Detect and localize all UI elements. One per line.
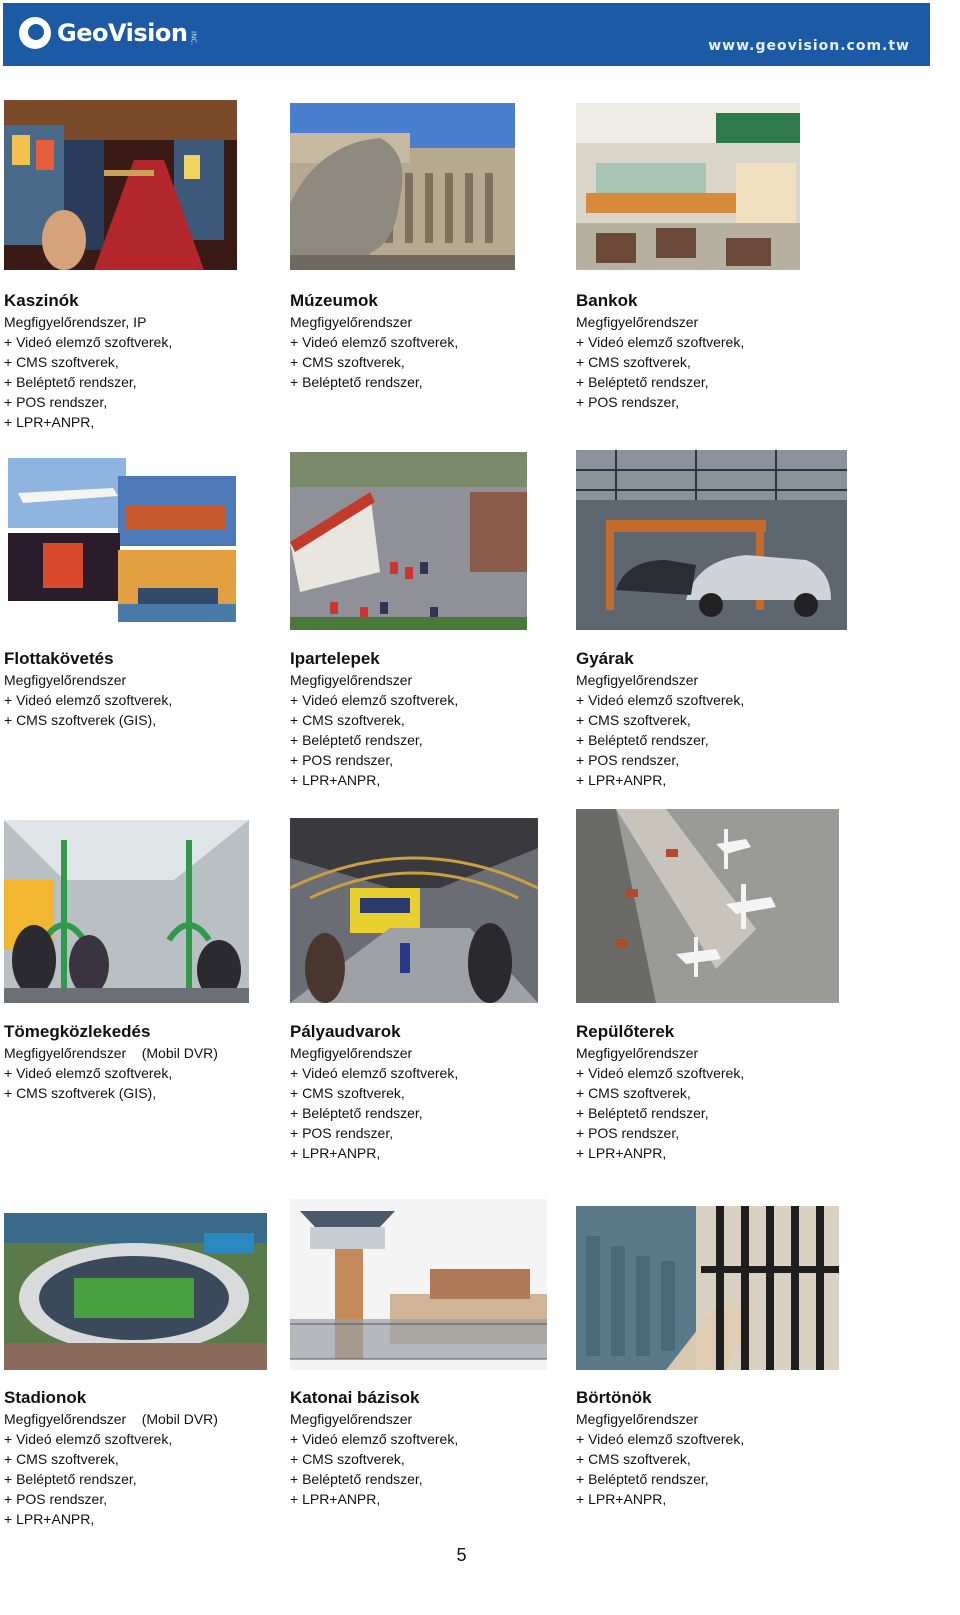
card-line: Megfigyelőrendszer	[4, 672, 127, 688]
card-line: + Videó elemző szoftverek,	[4, 1065, 173, 1081]
card-line: + LPR+ANPR,	[290, 1491, 381, 1507]
card-line: + CMS szoftverek (GIS),	[4, 712, 157, 728]
card-title: Bankok	[576, 291, 638, 310]
card-line: + Beléptető rendszer,	[576, 732, 709, 748]
card-line: Megfigyelőrendszer, IP	[4, 314, 147, 330]
card-title: Flottakövetés	[4, 649, 114, 668]
card-line: Megfigyelőrendszer (Mobil DVR)	[4, 1411, 218, 1427]
card-line: + Videó elemző szoftverek,	[290, 1431, 459, 1447]
public-transport-photo	[4, 820, 249, 1003]
card-title: Múzeumok	[290, 291, 378, 310]
card-public-transport	[4, 1021, 284, 1103]
card-line: + Videó elemző szoftverek,	[4, 334, 173, 350]
card-fleet-tracking	[4, 648, 284, 730]
geovision-logo	[19, 17, 197, 49]
card-line: + Beléptető rendszer,	[4, 1471, 137, 1487]
card-line: + Beléptető rendszer,	[290, 1105, 423, 1121]
card-line: + Videó elemző szoftverek,	[576, 1431, 745, 1447]
card-line: + Videó elemző szoftverek,	[290, 334, 459, 350]
card-line: + Videó elemző szoftverek,	[290, 1065, 459, 1081]
card-line: + Beléptető rendszer,	[290, 1471, 423, 1487]
card-line: + CMS szoftverek,	[576, 712, 691, 728]
card-military-bases	[290, 1387, 570, 1509]
card-title: Stadionok	[4, 1388, 87, 1407]
card-line: + POS rendszer,	[576, 1125, 680, 1141]
card-line: + CMS szoftverek,	[4, 1451, 119, 1467]
card-title: Gyárak	[576, 649, 634, 668]
card-factories	[576, 648, 856, 790]
card-line: + CMS szoftverek,	[576, 1085, 691, 1101]
card-line: Megfigyelőrendszer	[290, 672, 413, 688]
card-line: + Videó elemző szoftverek,	[576, 334, 745, 350]
museum-photo	[290, 103, 515, 270]
card-line: + LPR+ANPR,	[290, 1145, 381, 1161]
card-title: Kaszinók	[4, 291, 79, 310]
card-line: Megfigyelőrendszer	[290, 1411, 413, 1427]
military-base-photo	[290, 1199, 547, 1370]
bank-photo	[576, 103, 800, 270]
card-line: + LPR+ANPR,	[576, 772, 667, 788]
card-line: + Videó elemző szoftverek,	[576, 1065, 745, 1081]
card-casinos	[4, 290, 284, 432]
card-line: + Videó elemző szoftverek,	[4, 1431, 173, 1447]
card-railway-stations	[290, 1021, 570, 1163]
card-stadiums	[4, 1387, 284, 1529]
card-line: + CMS szoftverek,	[290, 354, 405, 370]
card-line: Megfigyelőrendszer	[576, 1411, 699, 1427]
card-line: Megfigyelőrendszer (Mobil DVR)	[4, 1045, 218, 1061]
card-airports	[576, 1021, 856, 1163]
card-line: + Beléptető rendszer,	[4, 374, 137, 390]
card-line: + LPR+ANPR,	[4, 414, 95, 430]
card-line: + Videó elemző szoftverek,	[290, 692, 459, 708]
header-banner	[3, 3, 930, 66]
card-line: + Beléptető rendszer,	[576, 374, 709, 390]
card-line: + CMS szoftverek,	[576, 1451, 691, 1467]
card-title: Börtönök	[576, 1388, 652, 1407]
page-number: 5	[456, 1545, 467, 1565]
card-industrial-sites	[290, 648, 570, 790]
card-title: Pályaudvarok	[290, 1022, 401, 1041]
card-line: + POS rendszer,	[4, 1491, 108, 1507]
stadium-photo	[4, 1213, 267, 1370]
card-line: + Beléptető rendszer,	[576, 1105, 709, 1121]
card-title: Ipartelepek	[290, 649, 380, 668]
card-museums	[290, 290, 570, 392]
card-line: + CMS szoftverek,	[290, 1451, 405, 1467]
card-line: Megfigyelőrendszer	[290, 1045, 413, 1061]
brand-name: GeoVision	[57, 19, 188, 47]
card-line: + Videó elemző szoftverek,	[576, 692, 745, 708]
card-line: + CMS szoftverek,	[290, 1085, 405, 1101]
card-line: + POS rendszer,	[290, 752, 394, 768]
casino-photo	[4, 100, 237, 270]
card-line: + CMS szoftverek (GIS),	[4, 1085, 157, 1101]
factory-photo	[576, 450, 847, 630]
website-url: www.geovision.com.tw	[708, 38, 910, 54]
logo-mark-icon	[19, 17, 51, 49]
card-line: + CMS szoftverek,	[576, 354, 691, 370]
card-line: + Beléptető rendszer,	[576, 1471, 709, 1487]
fleet-photo	[8, 458, 236, 625]
card-line: + LPR+ANPR,	[576, 1145, 667, 1161]
railway-station-photo	[290, 818, 538, 1003]
card-title: Katonai bázisok	[290, 1388, 420, 1407]
prison-photo	[576, 1206, 839, 1370]
brand-sub: INC.	[189, 30, 198, 46]
card-line: + CMS szoftverek,	[290, 712, 405, 728]
card-title: Repülőterek	[576, 1022, 675, 1041]
card-line: + Beléptető rendszer,	[290, 732, 423, 748]
card-line: + POS rendszer,	[290, 1125, 394, 1141]
card-line: + POS rendszer,	[4, 394, 108, 410]
card-line: + Beléptető rendszer,	[290, 374, 423, 390]
card-line: + LPR+ANPR,	[4, 1511, 95, 1527]
card-title: Tömegközlekedés	[4, 1022, 151, 1041]
card-prisons	[576, 1387, 856, 1509]
card-banks	[576, 290, 856, 412]
card-line: + Videó elemző szoftverek,	[4, 692, 173, 708]
card-line: + POS rendszer,	[576, 394, 680, 410]
card-line: Megfigyelőrendszer	[290, 314, 413, 330]
card-line: Megfigyelőrendszer	[576, 1045, 699, 1061]
card-line: Megfigyelőrendszer	[576, 672, 699, 688]
industrial-site-photo	[290, 452, 527, 630]
airport-photo	[576, 809, 839, 1003]
card-line: Megfigyelőrendszer	[576, 314, 699, 330]
card-line: + POS rendszer,	[576, 752, 680, 768]
card-line: + LPR+ANPR,	[290, 772, 381, 788]
card-line: + CMS szoftverek,	[4, 354, 119, 370]
card-line: + LPR+ANPR,	[576, 1491, 667, 1507]
